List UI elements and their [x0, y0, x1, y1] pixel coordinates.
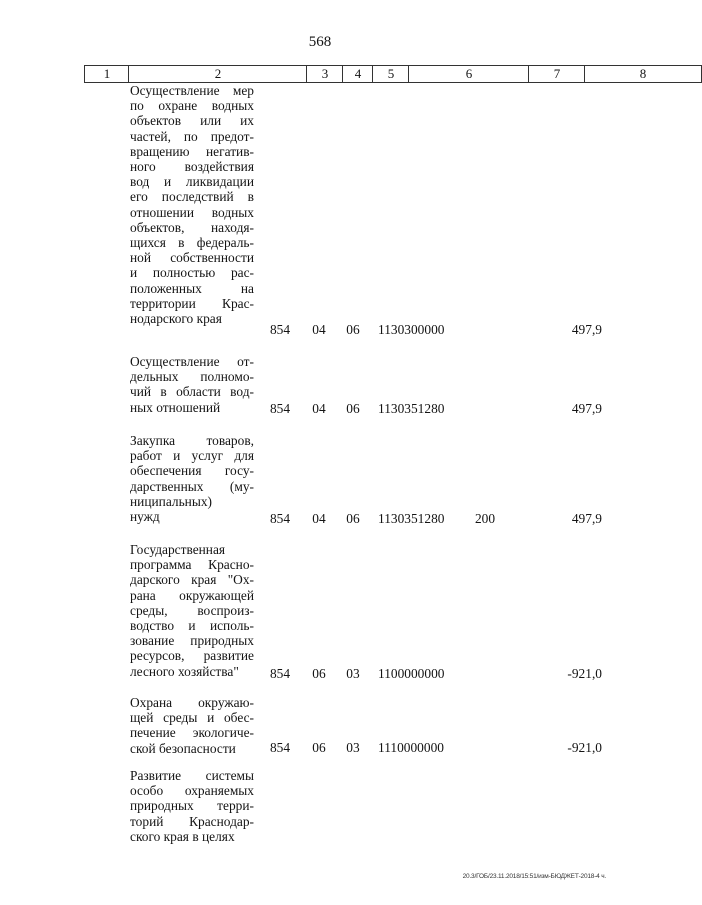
description-line: среды, воспроиз- [130, 602, 254, 618]
description-line: ской безопасности [130, 740, 236, 756]
column-header-6: 6 [408, 65, 529, 83]
row-description [130, 354, 254, 415]
description-line: объектов или их [130, 113, 254, 129]
target-article-code: 1130300000 [378, 322, 445, 337]
description-line: зование природных [130, 633, 254, 649]
description-line: Охрана окружаю- [130, 695, 254, 710]
column-header-3: 3 [306, 65, 343, 83]
column-header-5: 5 [372, 65, 409, 83]
description-line: работ и услуг для [130, 448, 254, 464]
description-line: ниципальных) [130, 493, 212, 509]
description-line: печение экологиче- [130, 725, 254, 741]
subsection-code: 03 [346, 740, 360, 755]
description-line: рана окружающей [130, 587, 254, 603]
description-line: чий в области вод- [130, 384, 254, 400]
description-line: объектов, находя- [130, 219, 254, 235]
row-description [130, 768, 254, 844]
description-line: частей, по предот- [130, 128, 254, 144]
target-article-code: 1110000000 [378, 740, 444, 755]
ministry-code: 854 [269, 401, 291, 416]
description-line: ного воздействия [130, 159, 254, 175]
row-description [130, 695, 254, 756]
ministry-code: 854 [269, 666, 291, 681]
expense-type-code: 200 [474, 511, 496, 526]
description-line: ной собственности [130, 250, 254, 266]
amount: 497,9 [571, 322, 602, 337]
subsection-code: 06 [346, 511, 360, 526]
description-line: особо охраняемых [130, 783, 254, 799]
description-line: дарского края "Ох- [130, 572, 254, 588]
subsection-code: 06 [346, 322, 360, 337]
column-header-2: 2 [128, 65, 307, 83]
section-code: 04 [312, 322, 326, 337]
description-line: ского края в целях [130, 828, 235, 844]
section-code: 06 [312, 666, 326, 681]
document-footer-stamp: 20.3/ГОБ/23.11.2018/15:51/изм-БЮДЖЕТ-2018-4 ч. [462, 873, 606, 880]
ministry-code: 854 [269, 322, 291, 337]
description-line: его последствий в [130, 189, 254, 205]
target-article-code: 1100000000 [378, 666, 445, 681]
amount: -921,0 [567, 666, 602, 681]
description-line: лесного хозяйства" [130, 663, 239, 679]
description-line: щей среды и обес- [130, 710, 254, 726]
description-line: отношении водных [130, 204, 254, 220]
row-description [130, 83, 254, 326]
section-code: 04 [312, 511, 326, 526]
description-line: по охране водных [130, 98, 254, 114]
description-line: территории Крас- [130, 295, 254, 311]
description-line: ресурсов, развитие [130, 648, 254, 664]
row-description [130, 542, 254, 679]
description-line: и полностью рас- [130, 265, 254, 281]
description-line: Осуществление от- [130, 354, 254, 369]
description-line: положенных на [130, 280, 254, 296]
ministry-code: 854 [269, 740, 291, 755]
section-code: 04 [312, 401, 326, 416]
amount: 497,9 [571, 511, 602, 526]
description-line: Государственная [130, 542, 226, 557]
ministry-code: 854 [269, 511, 291, 526]
amount: -921,0 [567, 740, 602, 755]
page-number: 568 [308, 34, 332, 50]
description-line: обеспечения госу- [130, 463, 254, 479]
section-code: 06 [312, 740, 326, 755]
description-line: нужд [130, 509, 160, 525]
description-line: щихся в федераль- [130, 235, 254, 251]
column-header-8: 8 [584, 65, 702, 83]
description-line: ных отношений [130, 399, 221, 415]
row-description [130, 433, 254, 524]
description-line: Развитие системы [130, 768, 254, 783]
subsection-code: 06 [346, 401, 360, 416]
description-line: дельных полномо- [130, 369, 254, 385]
description-line: водство и исполь- [130, 618, 254, 634]
target-article-code: 1130351280 [378, 401, 445, 416]
subsection-code: 03 [346, 666, 360, 681]
column-header-1: 1 [84, 65, 129, 83]
column-header-4: 4 [342, 65, 373, 83]
description-line: Закупка товаров, [130, 433, 254, 448]
description-line: вод и ликвидации [130, 174, 254, 190]
description-line: программа Красно- [130, 557, 254, 573]
description-line: нодарского края [130, 311, 222, 327]
target-article-code: 1130351280 [378, 511, 445, 526]
description-line: вращению негатив- [130, 143, 254, 159]
column-header-7: 7 [528, 65, 585, 83]
amount: 497,9 [571, 401, 602, 416]
description-line: торий Краснодар- [130, 813, 254, 829]
description-line: дарственных (му- [130, 478, 254, 494]
description-line: природных терри- [130, 798, 254, 814]
description-line: Осуществление мер [130, 83, 254, 98]
